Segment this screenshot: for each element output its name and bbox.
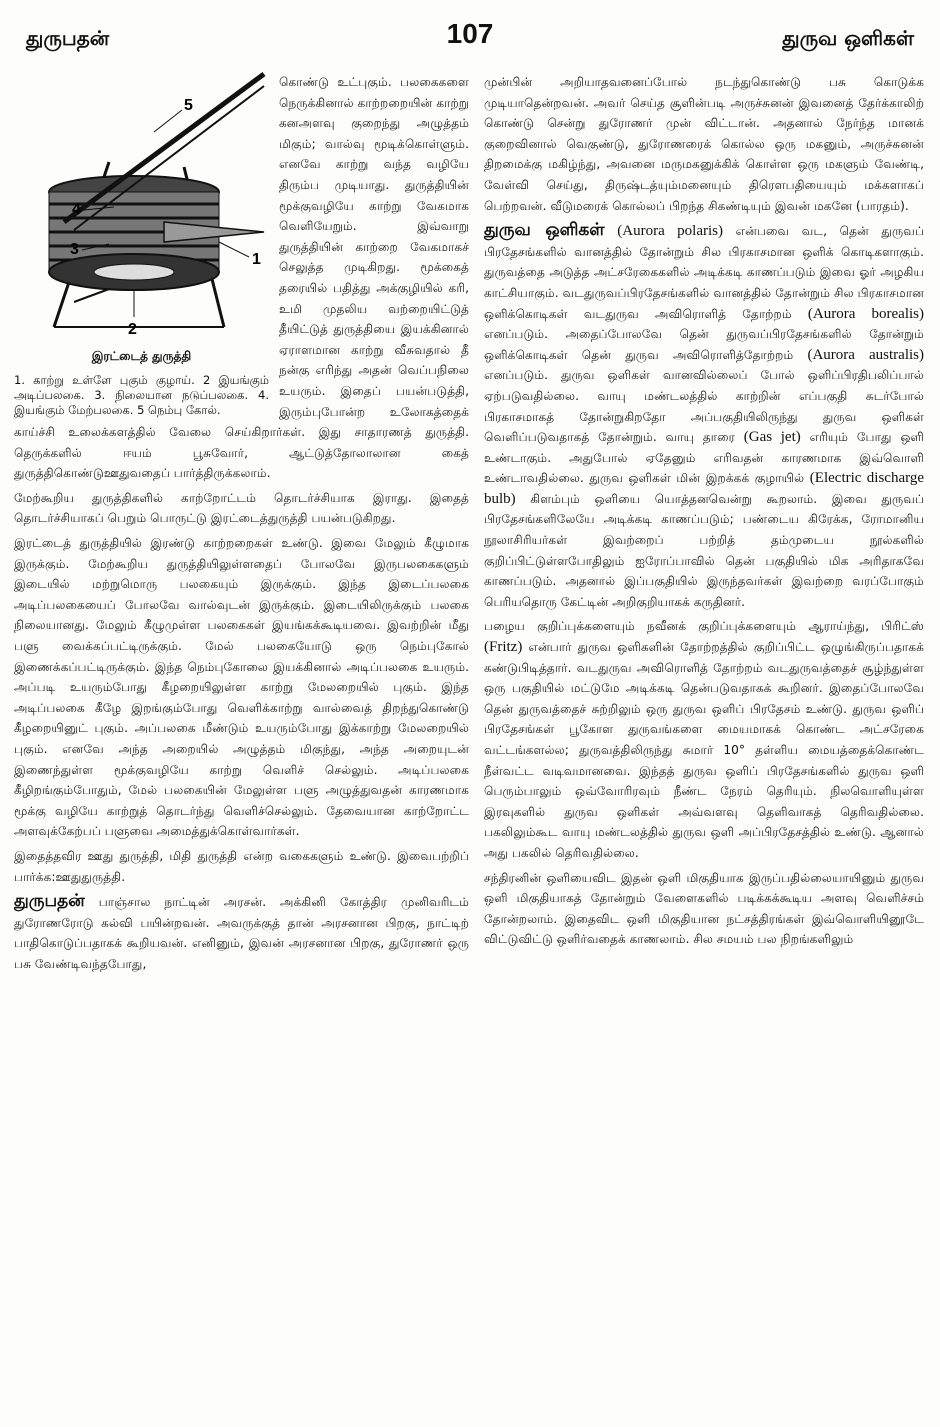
latin-term: (Aurora australis) bbox=[807, 346, 924, 363]
entry-text: கிளம்பும் ஒளியை யொத்தனவென்று கூறலாம். இவை துருவப் பிரதேசங்களிலேயே அடிக்கடி காணப்படும்; பண்டைய கிரேக்க, ரோமானிய நூலாசிரியர்கள் இவற்றைப் பற்றித் தம்முடைய நூல்களில் குறிப்பிட்டுள்ளபோதிலும் ஐரோப்பாவில் தென் பகுதியில் மிக அரிதாகவே காணப்படும். அதனால் இப்பகுதியில் இருந்தவர்கள் இவற்றை வரப்போகும் பெரியதொரு கேட்டின் அறிகுறியாகக் கருதினர். bbox=[484, 491, 924, 609]
running-head-left: துருபதன் bbox=[26, 26, 110, 50]
paragraph: கொண்டு உட்புகும். பலகைகளை நெருக்கினால் காற்றறையின் காற்று கனஅளவு குறைந்து அழுத்தம் மிகும்; வால்வு மூடிக்கொள்ளும். எனவே காற்று வந்த வழியே திரும்ப முடியாது. துருத்தியின் மூக்குவழியே காற்று வேகமாக வெளியேறும். இவ்வாறு துருத்தியின் காற்றை வேகமாகச் செலுத்த முடிகிறது. மூக்கைத் தரையில் பதித்து அக்குழியில் கரி, உமி முதலிய வற்றையிட்டுத் தீயிட்டுத் துருத்தியை இயக்கினால் ஏராளமான காற்று வீசுவதால் தீ நன்கு எரிந்து அதன் வெப்பநிலை உயரும். இதைப் பயன்படுத்தி, இரும்புபோன்ற உலோகத்தைக் காய்ச்சி உலைக்களத்தில் வேலை செய்கிறார்கள். இது சாதாரணத் துருத்தி. தெருக்களில் ஈயம் பூசுவோர், ஆட்டுத்தோலாலான கைத் துருத்திகொண்டுஊதுவதைப் பார்த்திருக்கலாம். bbox=[14, 75, 469, 481]
latin-term: (Fritz) bbox=[484, 639, 523, 656]
left-column bbox=[14, 72, 469, 1412]
entry-heading: துருவ ஒளிகள் bbox=[484, 220, 605, 241]
entry-text: பாஞ்சால நாட்டின் அரசன். அக்கினி கோத்திர முனிவரிடம் துரோணரோடு கல்வி பயின்றவன். அவருக்குத் தான் அரசனான பிறகு, நாட்டிற் பாதிகொடுப்பதாகக் கூறியவன். எனினும், இவன் அரசனான பிறகு, துரோணர் ஒரு பசு வேண்டிவந்தபோது, bbox=[14, 895, 469, 971]
latin-term: (Aurora polaris) bbox=[617, 223, 724, 240]
paragraph: மேற்கூறிய துருத்திகளில் காற்றோட்டம் தொடர்ச்சியாக இராது. இதைத் தொடர்ச்சியாகப் பெறும் பொருட்டு இரட்டைத்துருத்தி பயன்படுகிறது. bbox=[14, 490, 469, 526]
latin-term: (Gas jet) bbox=[743, 429, 801, 446]
paragraph bbox=[484, 616, 924, 863]
figure-caption: இரட்டைத் துருத்தி bbox=[91, 349, 192, 363]
paragraph: சந்திரனின் ஒளியைவிட இதன் ஒளி மிகுதியாக இருப்பதில்லையாயினும் துருவ ஒளி மிகுதியாகத் தோன்றும் வேளைகளில் படிக்கக்கூடிய அளவு வெளிச்சம் தோன்றலாம். இதைவிட ஒளி மிகுதியான நட்சத்திரங்கள் இவ்வொளியினூடே விட்டுவிட்டு ஒளிர்வதைக் காணலாம். சில சமயம் பல நிறங்களிலும் bbox=[484, 870, 924, 947]
paragraph: முன்பின் அறியாதவனைப்போல் நடந்துகொண்டு பசு கொடுக்க முடியாதென்றவன். அவர் செய்த சூளின்படி அருச்சுனன் இவனைத் தேர்க்காலிற் கொண்டு சென்று துரோணர் முன் விட்டான். அதனால் நேர்ந்த மானக் குறைவினால் வெகுண்டு, துரோணரைக் கொல்ல ஒரு மகனும், அருச்சுனன் திறமைக்கு மகிழ்ந்து, அவனை மருமகனுக்கிக் கொள்ள ஒரு மகளும் வேண்டி, வேள்வி செய்து, திருஷ்டத்யும்மனையும் திரௌபதியையும் மக்களாகப் பெற்றவன். வீடுமரைக் கொல்லப் பிறந்த சிகண்டியும் இவன் மகனே (பாரதம்). bbox=[484, 75, 924, 213]
entry-text: என்பவை வட, தென் துருவப் பிரதேசங்களில் வானத்தில் தோன்றும் சில பிரகாசமான ஒளிக் கொடிகளாகும். துருவத்தை அடுத்த அட்சரேகைகளில் அடிக்கடி காணப்படும் இவை ஓர் அழகிய காட்சியாகும். வடதுருவப்பிரதேசங்களில் வானத்தில் தோன்றும் சில பிரகாசமான ஒளிக்கொடிகள் வடதுருவ அவிரொளித் தோற்றம் bbox=[484, 224, 924, 321]
entry-text: எனப்படும். துருவ ஒளிகள் வானவில்லைப் போல் ஒளிப்பிரதிபலிப்பால் ஏற்படுவதில்லை. வாயு மண்டலத்தில் காற்றின் எப்பகுதி சுடர்போல் பிரகாசமாகத் தோன்றுகிறதோ அப்பகுதியிலிருந்து துருவ ஒளிகள் வெளிப்படுவதாகத் தோன்றும். வாயு தாரை bbox=[484, 368, 924, 445]
figure-label-3: 3 bbox=[70, 241, 79, 258]
right-column bbox=[484, 72, 924, 1412]
figure-label-5: 5 bbox=[184, 97, 193, 114]
figure-label-2: 2 bbox=[128, 321, 137, 338]
entry-drupada bbox=[14, 891, 469, 974]
paragraph: இதைத்தவிர ஊது துருத்தி, மிதி துருத்தி என்ற வகைகளும் உண்டு. இவைபற்றிப் பார்க்க:ஊதுதுருத்தி. bbox=[14, 848, 469, 884]
entry-heading: துருபதன் bbox=[14, 891, 85, 912]
figure-label-4: 4 bbox=[72, 201, 81, 218]
entry-text: எனப்படும். அதைப்போலவே தென் துருவப்பிரதேசங்களில் தோன்றும் ஒளிக்கொடிகள் தென் துருவ அவிரொளித்தோற்றம் bbox=[484, 327, 924, 362]
entry-text: பழைய குறிப்புக்களையும் நவீனக் குறிப்புக்களையும் ஆராய்ந்து, பிரிட்ஸ் bbox=[484, 619, 924, 634]
page-number: 107 bbox=[446, 18, 494, 49]
latin-term: (Electric discharge bulb) bbox=[484, 470, 924, 507]
paragraph: இரட்டைத் துருத்தியில் இரண்டு காற்றறைகள் உண்டு. இவை மேலும் கீழுமாக இருக்கும். மேற்கூறிய துருத்தியிலுள்ளதைப் போலவே இருபலகைகளும் இடையில் மற்றுமொரு பலகையும் இருக்கும். இந்த இடைப்பலகை அடிப்பலகையைப் போலவே வால்வுடன் இருக்கும். இடையிலிருக்கும் பலகை நிலையானது. மேலும் கீழுமுள்ள பலகைகள் இயங்கக்கூடியவை. இவற்றின் மீது பளு வைக்கப்பட்டிருக்கும். மேல் பலகையோடு ஒரு நெம்புகோல் இணைக்கப்பட்டிருக்கும். இந்த நெம்புகோலை இயக்கினால் அடிப்பலகை உயரும். அப்படி உயரும்போது கீழறையிலுள்ள காற்று மேலறையில் புகும். இந்த அடிப்பலகை கீழே இறங்கும்போது வெளிக்காற்று வால்வைத் திறந்துகொண்டு கீழறையினுட் புகும். அப்பலகை மீண்டும் உயரும்போது இக்காற்று மேலறையில் புகும். எனவே அந்த அறையில் அழுத்தம் மிகுந்து, அந்த அறையுடன் இணைந்துள்ள மூக்குவழியே காற்று வெளிச் செல்லும். அடிப்பலகை கீழிறங்கும்போதும், மேல் பலகையின் மேலுள்ள பளு அழுத்துவதன் காரணமாக மூக்கு வழியே காற்றுத் தொடர்ந்து வெளிச்செல்லும். தேவையான காற்றோட்ட அளவுக்கேற்பப் பளுவை அமைத்துக்கொள்வார்கள். bbox=[14, 536, 469, 839]
entry-text: எரியும் போது ஒளி உண்டாகும். அதுபோல் ஏதேனும் எரிவதன் காரணமாக இவ்வொளி உண்டாவதில்லை. துருவ ஒளிகள் மின் இறக்கக் குழாயில் bbox=[484, 430, 924, 486]
entry-text: என்பார் துருவ ஒளிகளின் தோற்றத்தில் குறிப்பிட்ட ஒழுங்கிருப்பதாகக் கண்டுபிடித்தார். வடதுருவ அவிரொளித் தோற்றம் வடதுருவத்தைச் சூழ்ந்துள்ள ஒரு பகுதியில் மட்டுமே அடிக்கடி தென்படுவதாகக் கூறினர். இதைப்போலவே தென் துருவத்தைச் சுற்றிலும் ஒரு துருவ ஒளிப் பிரதேசம் உண்டு. துருவ ஒளிப் பிரதேசங்கள் பூகோள துருவங்களை மையமாகக் கொண்ட அட்சரேகை வட்டங்களல்ல; துருவத்திலிருந்து சுமார் 10° தள்ளிய மையத்தைக்கொண்ட நீள்வட்ட வடிவமானவை. இந்தத் துருவ ஒளிப் பிரதேசங்களில் துருவ ஒளி பெரும்பாலும் ஒவ்வோரிரவும் நீண்ட நேரம் தெரியும். நிலவொளியுள்ள இரவுகளில் துருவ ஒளிகள் அவ்வளவு தெளிவாகத் தெரிவதில்லை. பகலிலும்கூட வாயு மண்டலத்தில் துருவ ஒளி அப்பிரதேசத்தில் உண்டு. ஆனால் அது பகலில் தெரிவதில்லை. bbox=[484, 640, 924, 860]
latin-term: (Aurora borealis) bbox=[807, 305, 924, 322]
bellows-figure bbox=[14, 72, 269, 418]
running-head-right: துருவ ஒளிகள் bbox=[782, 26, 914, 50]
entry-aurora bbox=[484, 220, 924, 612]
figure-legend: 1. காற்று உள்ளே புகும் குழாய். 2 இயங்கும் அடிப்பலகை. 3. நிலையான நடுப்பலகை. 4. இயங்கும் மேற்பலகை. 5 நெம்பு கோல். bbox=[14, 372, 269, 417]
page-header bbox=[0, 0, 940, 60]
figure-label-1: 1 bbox=[252, 251, 261, 268]
double-bellows-illustration bbox=[14, 72, 269, 342]
